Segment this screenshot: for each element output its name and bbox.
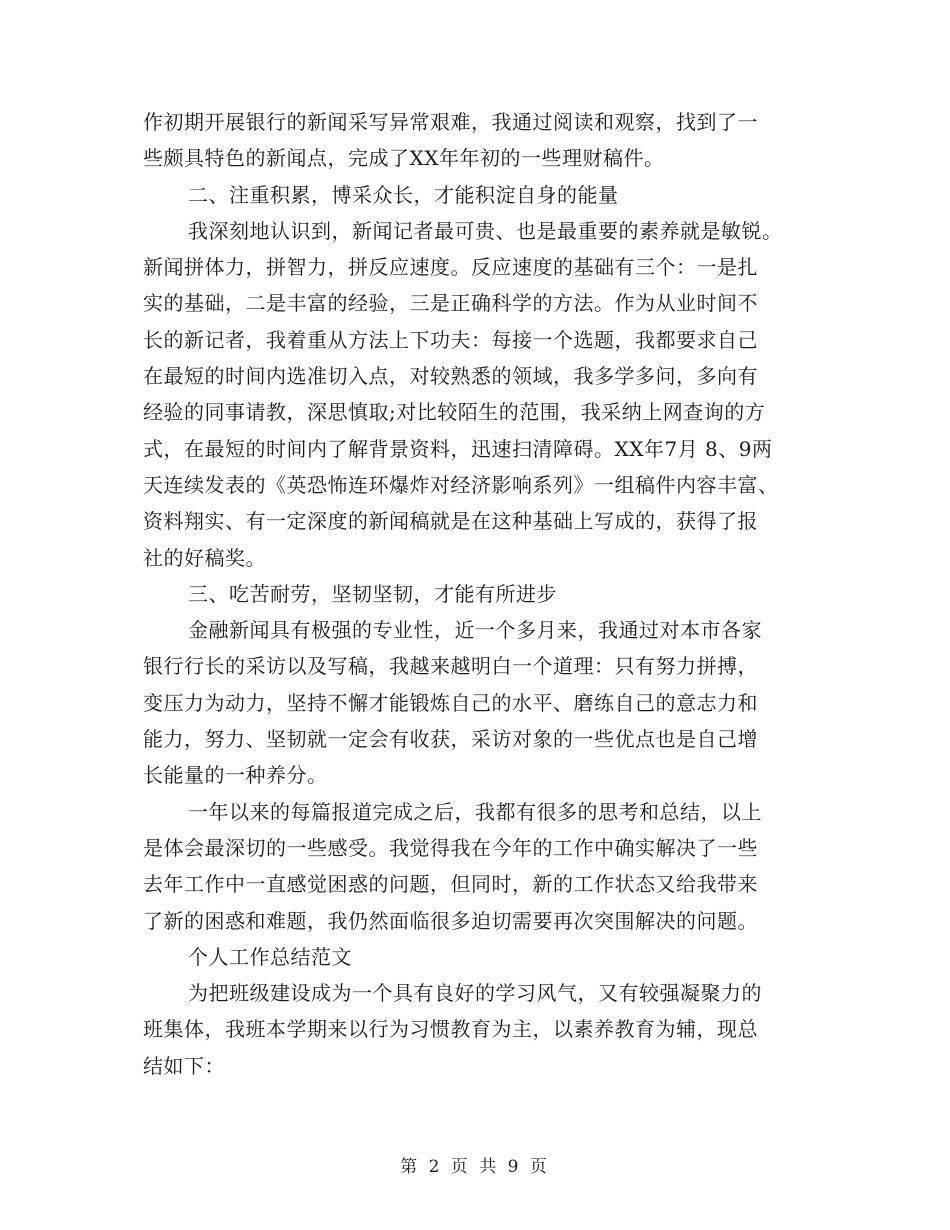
text-line: 些颇具特色的新闻点，完成了XX年年初的一些理财稿件。 [143,146,665,171]
text-line: 能力，努力、坚韧就一定会有收获，采访对象的一些优点也是自己增 [143,727,758,752]
text-line: 变压力为动力，坚持不懈才能锻炼自己的水平、磨练自己的意志力和 [143,690,758,715]
text-line: 去年工作中一直感觉困惑的问题，但同时，新的工作状态又给我带来 [143,872,758,897]
text-line: 长的新记者，我着重从方法上下功夫：每接一个选题，我都要求自己 [143,327,758,352]
text-line: 长能量的一种养分。 [143,763,328,788]
text-line: 在最短的时间内选准切入点，对较熟悉的领域，我多学多问，多向有 [143,364,758,389]
text-line: 三、吃苦耐劳，坚韧坚韧，才能有所进步 [188,581,557,606]
text-line: 经验的同事请教，深思慎取;对比较陌生的范围，我采纳上网查询的方 [143,400,766,425]
text-line: 个人工作总结范文 [188,944,352,969]
page-footer: 第 2 页 共 9 页 [400,1157,550,1177]
text-line: 为把班级建设成为一个具有良好的学习风气，又有较强凝聚力的 [188,981,762,1006]
text-line: 金融新闻具有极强的专业性，近一个多月来，我通过对本市各家 [188,618,762,643]
text-line: 班集体，我班本学期来以行为习惯教育为主，以素养教育为辅，现总 [143,1017,758,1042]
document-body [143,104,808,1084]
text-line: 一年以来的每篇报道完成之后，我都有很多的思考和总结，以上 [188,799,762,824]
text-line: 结如下： [143,1053,225,1078]
text-line: 社的好稿奖。 [143,545,266,570]
text-line: 银行行长的采访以及写稿，我越来越明白一个道理：只有努力拼搏， [143,654,758,679]
text-line: 了新的困惑和难题，我仍然面临很多迫切需要再次突围解决的问题。 [143,908,758,933]
text-line: 天连续发表的《英恐怖连环爆炸对经济影响系列》一组稿件内容丰富、 [143,472,779,497]
text-line: 式，在最短的时间内了解背景资料，迅速扫清障碍。XX年7月 8、9两 [143,436,773,461]
text-line: 实的基础，二是丰富的经验，三是正确科学的方法。作为从业时间不 [143,291,758,316]
text-line: 资料翔实、有一定深度的新闻稿就是在这种基础上写成的，获得了报 [143,509,758,534]
text-line: 作初期开展银行的新闻采写异常艰难，我通过阅读和观察，找到了一 [143,110,758,134]
text-line: 二、注重积累，博采众长，才能积淀自身的能量 [188,182,619,207]
text-line: 我深刻地认识到，新闻记者最可贵、也是最重要的素养就是敏锐。 [188,218,783,243]
text-line: 是体会最深切的一些感受。我觉得我在今年的工作中确实解决了一些 [143,835,758,860]
text-line: 新闻拼体力，拼智力，拼反应速度。反应速度的基础有三个：一是扎 [143,255,758,280]
